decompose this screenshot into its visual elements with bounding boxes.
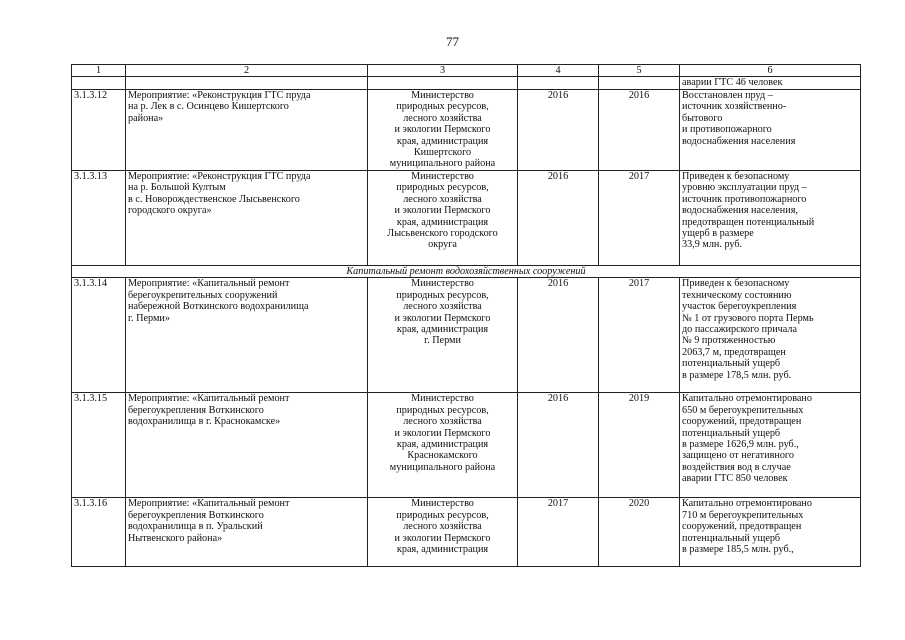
executor: Министерство природных ресурсов, лесного хозяйства и экологии Пермского края, администрация Лысьвенского городского округа xyxy=(368,171,518,266)
page-number: 77 xyxy=(446,34,459,49)
expected-result: Капитально отремонтировано 650 м берегоукрепительных сооружений, предотвращен потенциальный ущерб в размере 1626,9 млн. руб., защищено от негативного воздействия вод в случае аварии ГТС 850 человек xyxy=(680,393,861,498)
end-year: 2019 xyxy=(599,393,680,498)
column-header: 3 xyxy=(368,65,518,77)
executor: Министерство природных ресурсов, лесного хозяйства и экологии Пермского края, администрация г. Перми xyxy=(368,278,518,393)
row-number xyxy=(72,77,126,90)
table-row xyxy=(72,278,861,393)
table-header-row xyxy=(72,65,861,77)
expected-result: Восстановлен пруд – источник хозяйственно- бытового и противопожарного водоснабжения населения xyxy=(680,90,861,171)
expected-result: Капитально отремонтировано 710 м берегоукрепительных сооружений, предотвращен потенциальный ущерб в размере 185,5 млн. руб., xyxy=(680,498,861,567)
start-year: 2016 xyxy=(518,393,599,498)
measures-table xyxy=(71,64,861,567)
column-header: 5 xyxy=(599,65,680,77)
end-year: 2017 xyxy=(599,278,680,393)
executor: Министерство природных ресурсов, лесного хозяйства и экологии Пермского края, администрация xyxy=(368,498,518,567)
measure-name: Мероприятие: «Реконструкция ГТС пруда на р. Большой Култым в с. Новорождественское Лысьвенского городского округа» xyxy=(126,171,368,266)
column-header: 2 xyxy=(126,65,368,77)
start-year: 2016 xyxy=(518,90,599,171)
row-number: 3.1.3.13 xyxy=(72,171,126,266)
row-number: 3.1.3.15 xyxy=(72,393,126,498)
end-year: 2020 xyxy=(599,498,680,567)
measure-name xyxy=(126,77,368,90)
measure-name: Мероприятие: «Реконструкция ГТС пруда на р. Лек в с. Осинцево Кишертского района» xyxy=(126,90,368,171)
row-number: 3.1.3.16 xyxy=(72,498,126,567)
start-year xyxy=(518,77,599,90)
section-heading: Капитальный ремонт водохозяйственных сооружений xyxy=(72,266,861,278)
executor: Министерство природных ресурсов, лесного хозяйства и экологии Пермского края, администрация Краснокамского муниципального района xyxy=(368,393,518,498)
table-row xyxy=(72,393,861,498)
column-header: 1 xyxy=(72,65,126,77)
start-year: 2016 xyxy=(518,278,599,393)
row-number: 3.1.3.12 xyxy=(72,90,126,171)
expected-result: аварии ГТС 46 человек xyxy=(680,77,861,90)
start-year: 2017 xyxy=(518,498,599,567)
measure-name: Мероприятие: «Капитальный ремонт берегоукрепления Воткинского водохранилища в г. Краснокамске» xyxy=(126,393,368,498)
table-row xyxy=(72,171,861,266)
section-row xyxy=(72,266,861,278)
measure-name: Мероприятие: «Капитальный ремонт берегоукрепительных сооружений набережной Воткинского водохранилища г. Перми» xyxy=(126,278,368,393)
row-number: 3.1.3.14 xyxy=(72,278,126,393)
table-row xyxy=(72,498,861,567)
column-header: 6 xyxy=(680,65,861,77)
end-year: 2016 xyxy=(599,90,680,171)
start-year: 2016 xyxy=(518,171,599,266)
table-row xyxy=(72,90,861,171)
column-header: 4 xyxy=(518,65,599,77)
table-row xyxy=(72,77,861,90)
end-year: 2017 xyxy=(599,171,680,266)
executor xyxy=(368,77,518,90)
executor: Министерство природных ресурсов, лесного хозяйства и экологии Пермского края, администрация Кишертского муниципального района xyxy=(368,90,518,171)
measure-name: Мероприятие: «Капитальный ремонт берегоукрепления Воткинского водохранилища в п. Уральский Нытвенского района» xyxy=(126,498,368,567)
expected-result: Приведен к безопасному уровню эксплуатации пруд – источник противопожарного водоснабжения населения, предотвращен потенциальный ущерб в размере 33,9 млн. руб. xyxy=(680,171,861,266)
expected-result: Приведен к безопасному техническому состоянию участок берегоукрепления № 1 от грузового порта Пермь до пассажирского причала № 9 протяженностью 2063,7 м, предотвращен потенциальный ущерб в размере 178,5 млн. руб. xyxy=(680,278,861,393)
end-year xyxy=(599,77,680,90)
